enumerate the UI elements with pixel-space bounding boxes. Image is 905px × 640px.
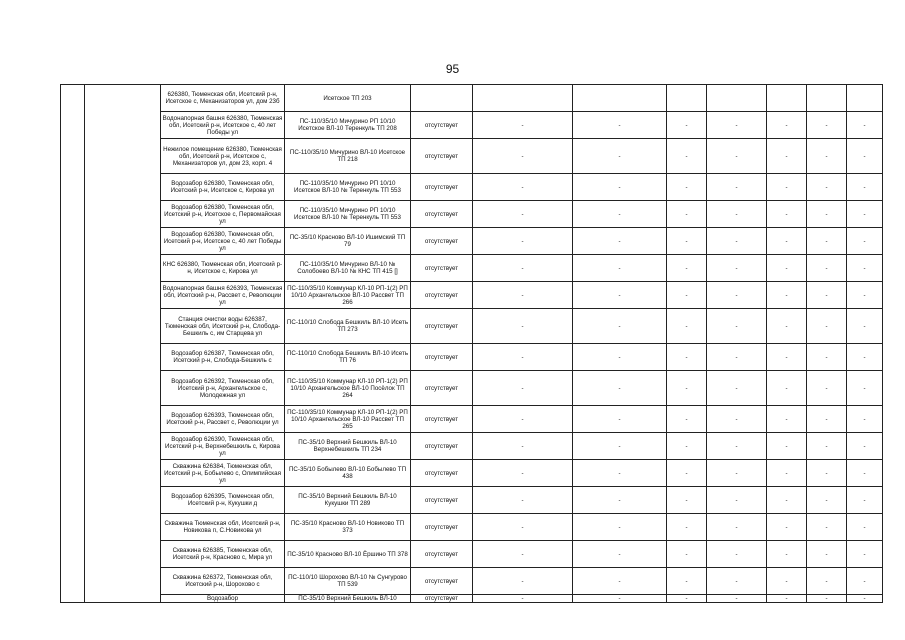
- value-cell: -: [767, 282, 807, 309]
- table-row: [61, 487, 883, 514]
- value-cell: -: [667, 228, 707, 255]
- value-cell: -: [767, 514, 807, 541]
- status-cell: отсутствует: [411, 228, 473, 255]
- value-cell: -: [807, 201, 847, 228]
- value-cell: -: [767, 371, 807, 406]
- value-cell: [707, 85, 767, 112]
- value-cell: -: [707, 514, 767, 541]
- power-supply-cell: ПС-35/10 Красново ВЛ-10 Ишимский ТП 79: [285, 228, 411, 255]
- value-cell: -: [573, 139, 667, 174]
- value-cell: -: [573, 541, 667, 568]
- value-cell: -: [473, 406, 573, 433]
- table-row: [61, 85, 883, 112]
- status-cell: отсутствует: [411, 595, 473, 603]
- value-cell: -: [473, 139, 573, 174]
- table-row: [61, 541, 883, 568]
- status-cell: отсутствует: [411, 139, 473, 174]
- address-cell: Скважина 626384, Тюменская обл, Исетский р-н, Бобылево с, Олимпийская ул: [161, 460, 285, 487]
- value-cell: -: [807, 568, 847, 595]
- value-cell: -: [767, 595, 807, 603]
- value-cell: [473, 85, 573, 112]
- status-cell: отсутствует: [411, 255, 473, 282]
- power-supply-cell: ПС-110/10 Шорохово ВЛ-10 № Сунгурово ТП 539: [285, 568, 411, 595]
- address-cell: Водозабор 626390, Тюменская обл, Исетский р-н, Верхнебешкиль с, Кирова ул: [161, 433, 285, 460]
- power-supply-cell: ПС-110/35/10 Мичурино РП 10/10 Исетское ВЛ-10 № Теренкуль ТП 553: [285, 174, 411, 201]
- table-row: [61, 255, 883, 282]
- value-cell: -: [807, 595, 847, 603]
- value-cell: -: [767, 112, 807, 139]
- value-cell: -: [667, 371, 707, 406]
- value-cell: -: [707, 112, 767, 139]
- value-cell: [667, 85, 707, 112]
- value-cell: -: [767, 255, 807, 282]
- value-cell: -: [667, 201, 707, 228]
- value-cell: -: [707, 174, 767, 201]
- value-cell: -: [807, 139, 847, 174]
- value-cell: -: [707, 460, 767, 487]
- value-cell: -: [573, 568, 667, 595]
- value-cell: -: [667, 282, 707, 309]
- value-cell: -: [473, 201, 573, 228]
- value-cell: -: [573, 112, 667, 139]
- value-cell: -: [573, 282, 667, 309]
- value-cell: -: [707, 282, 767, 309]
- value-cell: -: [473, 371, 573, 406]
- value-cell: -: [667, 309, 707, 344]
- value-cell: -: [847, 406, 883, 433]
- power-supply-cell: ПС-110/35/10 Мичурино ВЛ-10 Исетское ТП 218: [285, 139, 411, 174]
- table-row: [61, 309, 883, 344]
- value-cell: -: [473, 344, 573, 371]
- value-cell: -: [707, 309, 767, 344]
- address-cell: 626380, Тюменская обл, Исетский р-н, Исетское с, Механизаторов ул, дом 23б: [161, 85, 285, 112]
- value-cell: -: [573, 371, 667, 406]
- value-cell: [847, 85, 883, 112]
- value-cell: -: [473, 174, 573, 201]
- value-cell: -: [767, 228, 807, 255]
- status-cell: отсутствует: [411, 568, 473, 595]
- address-cell: Скважина 626372, Тюменская обл, Исетский р-н, Шорохово с: [161, 568, 285, 595]
- address-cell: Станция очистки воды 626387, Тюменская обл, Исетский р-н, Слобода-Бешкиль с, им Старцева ул: [161, 309, 285, 344]
- value-cell: -: [847, 514, 883, 541]
- value-cell: -: [473, 487, 573, 514]
- address-cell: Водозабор 626393, Тюменская обл, Исетский р-н, Рассвет с, Революции ул: [161, 406, 285, 433]
- power-supply-cell: ПС-35/10 Красново ВЛ-10 Новиково ТП 373: [285, 514, 411, 541]
- page-number: 95: [445, 62, 460, 76]
- table-row: [61, 201, 883, 228]
- power-supply-cell: ПС-110/35/10 Мичурино ВЛ-10 № Солобоево ВЛ-10 № КНС ТП 415 []: [285, 255, 411, 282]
- table-row: [61, 228, 883, 255]
- value-cell: -: [847, 139, 883, 174]
- value-cell: -: [573, 344, 667, 371]
- power-supply-cell: ПС-35/10 Верхний Бешкиль ВЛ-10 Верхнебешкиль ТП 234: [285, 433, 411, 460]
- value-cell: -: [707, 406, 767, 433]
- status-cell: отсутствует: [411, 201, 473, 228]
- address-cell: Водозабор 626380, Тюменская обл, Исетский р-н, Исетское с, Кирова ул: [161, 174, 285, 201]
- status-cell: отсутствует: [411, 371, 473, 406]
- power-supply-cell: ПС-110/35/10 Мичурино РП 10/10 Исетское ВЛ-10 Теренкуль ТП 208: [285, 112, 411, 139]
- value-cell: -: [473, 282, 573, 309]
- address-cell: Водонапорная башня 626380, Тюменская обл, Исетский р-н, Исетское с, 40 лет Победы ул: [161, 112, 285, 139]
- address-cell: Водозабор 626392, Тюменская обл, Исетский р-н, Архангельское с, Молодежная ул: [161, 371, 285, 406]
- value-cell: -: [807, 460, 847, 487]
- status-cell: отсутствует: [411, 433, 473, 460]
- status-cell: отсутствует: [411, 344, 473, 371]
- value-cell: -: [847, 201, 883, 228]
- value-cell: -: [707, 568, 767, 595]
- address-cell: Водозабор 626380, Тюменская обл, Исетский р-н, Исетское с, Первомайская ул: [161, 201, 285, 228]
- value-cell: -: [707, 433, 767, 460]
- value-cell: -: [767, 174, 807, 201]
- table-row: [61, 282, 883, 309]
- status-cell: отсутствует: [411, 309, 473, 344]
- value-cell: [767, 85, 807, 112]
- value-cell: -: [667, 139, 707, 174]
- value-cell: -: [807, 255, 847, 282]
- value-cell: [573, 85, 667, 112]
- address-cell: Водозабор 626387, Тюменская обл, Исетский р-н, Слобода-Бешкиль с: [161, 344, 285, 371]
- table-row: [61, 514, 883, 541]
- address-cell: Водозабор: [161, 595, 285, 603]
- left-margin-cell: [61, 85, 85, 603]
- table-row: [61, 460, 883, 487]
- status-cell: отсутствует: [411, 406, 473, 433]
- value-cell: -: [573, 201, 667, 228]
- value-cell: -: [767, 309, 807, 344]
- value-cell: -: [847, 282, 883, 309]
- value-cell: -: [807, 174, 847, 201]
- value-cell: -: [573, 487, 667, 514]
- value-cell: -: [573, 228, 667, 255]
- value-cell: -: [473, 568, 573, 595]
- power-supply-cell: ПС-35/10 Верхний Бешкиль ВЛ-10 Кукушки ТП 289: [285, 487, 411, 514]
- value-cell: -: [667, 255, 707, 282]
- blank-cell: [85, 85, 161, 603]
- value-cell: -: [807, 309, 847, 344]
- value-cell: -: [847, 460, 883, 487]
- status-cell: отсутствует: [411, 112, 473, 139]
- value-cell: -: [807, 282, 847, 309]
- value-cell: -: [767, 433, 807, 460]
- value-cell: -: [573, 595, 667, 603]
- value-cell: -: [667, 433, 707, 460]
- value-cell: -: [767, 460, 807, 487]
- value-cell: -: [707, 487, 767, 514]
- value-cell: [807, 85, 847, 112]
- value-cell: -: [667, 460, 707, 487]
- value-cell: -: [707, 371, 767, 406]
- status-cell: отсутствует: [411, 282, 473, 309]
- value-cell: -: [473, 541, 573, 568]
- value-cell: -: [573, 433, 667, 460]
- status-cell: отсутствует: [411, 460, 473, 487]
- address-cell: КНС 626380, Тюменская обл, Исетский р-н, Исетское с, Кирова ул: [161, 255, 285, 282]
- value-cell: -: [667, 568, 707, 595]
- value-cell: -: [767, 406, 807, 433]
- value-cell: -: [573, 460, 667, 487]
- value-cell: -: [667, 406, 707, 433]
- table-row: [61, 406, 883, 433]
- value-cell: -: [847, 255, 883, 282]
- value-cell: -: [807, 406, 847, 433]
- value-cell: -: [573, 255, 667, 282]
- value-cell: -: [573, 174, 667, 201]
- power-supply-cell: ПС-110/35/10 Коммунар КЛ-10 РП-1(2) РП 10/10 Архангельское ВЛ-10 Рассвет ТП 265: [285, 406, 411, 433]
- value-cell: -: [807, 433, 847, 460]
- value-cell: -: [847, 309, 883, 344]
- value-cell: -: [473, 228, 573, 255]
- value-cell: -: [707, 255, 767, 282]
- value-cell: -: [847, 228, 883, 255]
- value-cell: -: [473, 112, 573, 139]
- value-cell: -: [847, 174, 883, 201]
- address-cell: Водозабор 626395, Тюменская обл, Исетский р-н, Кукушки д: [161, 487, 285, 514]
- power-supply-cell: ПС-110/35/10 Мичурино РП 10/10 Исетское ВЛ-10 № Теренкуль ТП 553: [285, 201, 411, 228]
- status-cell: отсутствует: [411, 514, 473, 541]
- value-cell: -: [847, 595, 883, 603]
- value-cell: -: [767, 344, 807, 371]
- value-cell: -: [573, 514, 667, 541]
- value-cell: -: [847, 433, 883, 460]
- value-cell: -: [473, 433, 573, 460]
- power-supply-cell: ПС-110/35/10 Коммунар КЛ-10 РП-1(2) РП 10/10 Архангельское ВЛ-10 Посёлок ТП 264: [285, 371, 411, 406]
- value-cell: -: [667, 514, 707, 541]
- value-cell: -: [707, 541, 767, 568]
- value-cell: -: [847, 487, 883, 514]
- value-cell: -: [807, 487, 847, 514]
- address-cell: Водонапорная башня 626393, Тюменская обл, Исетский р-н, Рассвет с, Революции ул: [161, 282, 285, 309]
- value-cell: -: [667, 112, 707, 139]
- address-cell: Нежилое помещение 626380, Тюменская обл, Исетский р-н, Исетское с, Механизаторов ул, дом 23, корп. 4: [161, 139, 285, 174]
- value-cell: -: [807, 371, 847, 406]
- value-cell: -: [847, 568, 883, 595]
- status-cell: [411, 85, 473, 112]
- value-cell: -: [573, 406, 667, 433]
- value-cell: -: [473, 309, 573, 344]
- value-cell: -: [707, 228, 767, 255]
- value-cell: -: [847, 371, 883, 406]
- value-cell: -: [667, 174, 707, 201]
- table-row: [61, 139, 883, 174]
- value-cell: -: [807, 112, 847, 139]
- power-supply-cell: Исетское ТП 203: [285, 85, 411, 112]
- power-supply-cell: ПС-35/10 Верхний Бешкиль ВЛ-10: [285, 595, 411, 603]
- value-cell: -: [767, 139, 807, 174]
- table-row: [61, 371, 883, 406]
- address-cell: Водозабор 626380, Тюменская обл, Исетский р-н, Исетское с, 40 лет Победы ул: [161, 228, 285, 255]
- value-cell: -: [667, 595, 707, 603]
- value-cell: -: [707, 595, 767, 603]
- value-cell: -: [807, 228, 847, 255]
- address-cell: Скважина Тюменская обл, Исетский р-н, Новикова п, С.Новикова ул: [161, 514, 285, 541]
- status-cell: отсутствует: [411, 487, 473, 514]
- value-cell: -: [707, 344, 767, 371]
- power-supply-cell: ПС-110/10 Слобода Бешкиль ВЛ-10 Исеть ТП 76: [285, 344, 411, 371]
- value-cell: -: [667, 487, 707, 514]
- table-body: [61, 85, 883, 603]
- value-cell: -: [573, 309, 667, 344]
- status-cell: отсутствует: [411, 174, 473, 201]
- value-cell: -: [767, 487, 807, 514]
- table-row: [61, 568, 883, 595]
- value-cell: -: [473, 595, 573, 603]
- value-cell: -: [767, 201, 807, 228]
- value-cell: -: [707, 201, 767, 228]
- value-cell: -: [473, 460, 573, 487]
- value-cell: -: [667, 541, 707, 568]
- facilities-table: [60, 84, 883, 603]
- value-cell: -: [807, 344, 847, 371]
- address-cell: Скважина 626385, Тюменская обл, Исетский р-н, Красново с, Мира ул: [161, 541, 285, 568]
- power-supply-cell: ПС-110/35/10 Коммунар КЛ-10 РП-1(2) РП 10/10 Архангельское ВЛ-10 Рассвет ТП 266: [285, 282, 411, 309]
- power-supply-cell: ПС-35/10 Бобылево ВЛ-10 Бобылево ТП 438: [285, 460, 411, 487]
- power-supply-cell: ПС-110/10 Слобода Бешкиль ВЛ-10 Исеть ТП 273: [285, 309, 411, 344]
- table-row: [61, 344, 883, 371]
- value-cell: -: [767, 541, 807, 568]
- value-cell: -: [767, 568, 807, 595]
- value-cell: -: [473, 514, 573, 541]
- value-cell: -: [707, 139, 767, 174]
- value-cell: -: [667, 344, 707, 371]
- table-row: [61, 595, 883, 603]
- value-cell: -: [847, 112, 883, 139]
- value-cell: -: [473, 255, 573, 282]
- table-row: [61, 433, 883, 460]
- value-cell: -: [847, 541, 883, 568]
- value-cell: -: [847, 344, 883, 371]
- table-row: [61, 174, 883, 201]
- status-cell: отсутствует: [411, 541, 473, 568]
- power-supply-cell: ПС-35/10 Красново ВЛ-10 Ёршино ТП 378: [285, 541, 411, 568]
- value-cell: -: [807, 514, 847, 541]
- table-row: [61, 112, 883, 139]
- value-cell: -: [807, 541, 847, 568]
